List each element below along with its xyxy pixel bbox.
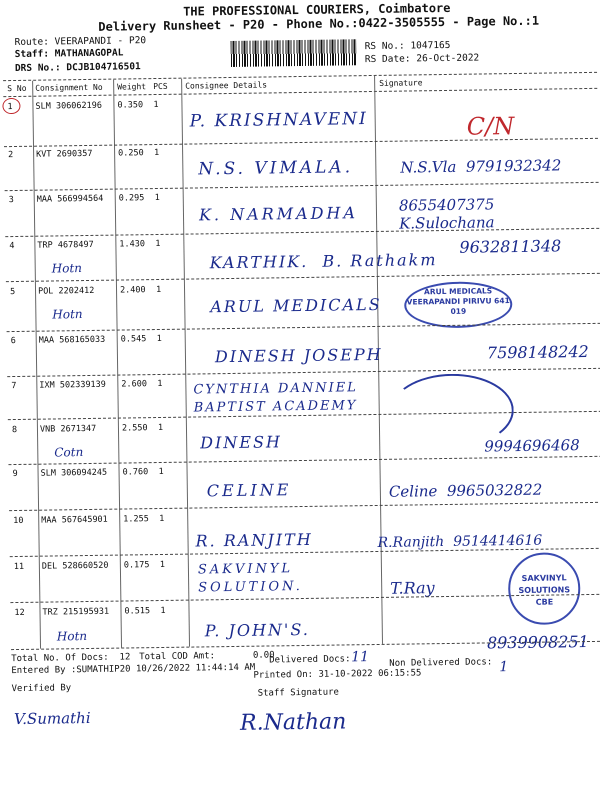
drs-number: DRS No.: DCJB104716501 [14,61,141,74]
barcode [231,39,357,67]
row-pcs: 1 [159,513,165,525]
verified-signature-handwritten: V.Sumathi [13,708,91,729]
row-sno: 12 [14,607,25,619]
total-cod: Total COD Amt: 0.00 [139,650,275,663]
row-consignment: SLM 306062196 [35,100,103,112]
col-consignment: Consignment No [35,82,103,93]
row-weight: 2.550 [121,423,148,434]
row-sno: 1 [7,102,13,113]
company-seal: SAKVINYL SOLUTIONS CBE [508,552,581,625]
row-pcs: 1 [157,378,163,390]
row-sno: 10 [13,515,24,527]
row-consignee-handwritten: SAKVINYL SOLUTION. [197,561,303,596]
row-pcs: 1 [155,284,162,296]
row-divider [7,368,600,377]
row-weight: 1.430 [119,239,146,250]
runsheet-title: Delivery Runsheet - P20 - Phone No.:0422-3505555 - Page No.:1 [98,13,540,34]
row-weight: 0.295 [118,193,145,204]
row-divider [5,228,599,237]
row-consignment: TRP 4678497 [37,239,94,251]
row-pcs: 1 [159,559,166,571]
staff-text: Staff: MATHANAGOPAL [14,47,124,60]
row-pcs: 1 [153,99,159,111]
column-line [32,81,41,649]
row-signature-handwritten: 9632811348 [459,236,562,257]
entered-by: Entered By :SUMATHIP20 10/26/2022 11:44:14 AM [11,662,256,677]
row-weight: 2.400 [119,285,146,296]
row-pcs: 1 [157,422,164,434]
non-delivered-docs-label: Non Delivered Docs: [389,657,493,669]
row-pcs: 1 [156,333,162,345]
circle-mark [2,98,20,114]
row-divider [6,273,600,282]
row-consignee-handwritten: P. KRISHNAVENI [189,109,368,132]
row-sno: 3 [8,195,14,206]
row-sno: 2 [8,150,14,161]
rs-date: RS Date: 26-Oct-2022 [364,52,480,66]
non-delivered-docs-handwritten: 1 [499,659,509,676]
row-consignee-handwritten: N.S. VIMALA. [198,157,354,180]
row-consignee-handwritten: KARTHIK. B. Rathakm [209,250,438,273]
row-pcs: 1 [158,466,164,478]
row-weight: 0.250 [118,148,144,159]
printed-on: Printed On: 31-10-2022 06:15:55 [253,668,422,681]
row-pcs: 1 [154,147,160,159]
row-consignee-handwritten: CELINE [206,480,292,501]
column-line [181,79,190,647]
row-divider [10,548,600,557]
col-signature: Signature [379,78,423,88]
row-consignment: MAA 568165033 [38,334,106,346]
row-signature-handwritten: 8655407375 K.Sulochana [398,195,495,233]
company-name: THE PROFESSIONAL COURIERS, Coimbatore [183,0,451,19]
rs-number: RS No.: 1047165 [364,39,451,53]
delivered-docs-label: Delivered Docs: [269,654,351,666]
col-pcs: PCS [153,81,168,92]
row-consignee-handwritten: DINESH [200,432,283,453]
row-consignment: SLM 306094245 [40,467,108,479]
row-weight: 0.545 [120,334,147,345]
row-signature-handwritten: 9994696468 [484,436,580,456]
delivered-docs-handwritten: 11 [351,649,370,666]
row-divider [5,182,599,191]
row-weight: 0.175 [123,560,150,571]
row-weight: 1.255 [123,514,149,525]
row-side-note-handwritten: Hotn [52,307,83,322]
row-sno: 4 [9,241,15,252]
col-consignee: Consignee Details [185,80,268,91]
row-signature-handwritten: C/N [466,112,515,141]
row-sno: 11 [13,561,25,573]
row-signature-handwritten: N.S.Vla 9791932342 [400,156,562,177]
row-side-note-handwritten: Cotn [54,445,84,460]
row-consignee-handwritten: DINESH JOSEPH [214,344,383,367]
staff-signature-handwritten: R.Nathan [239,709,347,736]
staff-signature-label: Staff Signature [257,687,340,699]
row-sno: 6 [10,336,16,347]
row-consignment: POL 2202412 [37,285,95,297]
row-consignment: MAA 566994564 [36,193,104,205]
row-side-note-handwritten: Hotn [51,261,83,276]
row-consignee-handwritten: R. RANJITH [195,529,313,551]
row-signature-handwritten: 8939908251 [486,632,589,653]
row-consignment: TRZ 215195931 [42,606,110,618]
row-weight: 0.515 [124,606,151,617]
row-divider [9,502,600,511]
row-signature-handwritten: R.Ranjith 9514414616 [377,532,543,551]
row-sno: 7 [11,380,17,392]
row-weight: 0.350 [117,100,144,111]
row-consignee-handwritten: K. NARMADHA [198,203,359,225]
row-pcs: 1 [155,238,161,250]
row-sno: 9 [12,468,18,480]
verified-by-label: Verified By [11,683,72,695]
row-consignee-handwritten: CYNTHIA DANNIEL BAPTIST ACADEMY [193,380,358,416]
row-signature-handwritten: 7598148242 [486,342,589,363]
col-sno: S No [7,83,27,94]
row-consignee-handwritten: P. JOHN'S. [204,619,310,641]
row-divider [4,138,598,147]
row-consignment: VNB 2671347 [39,423,97,435]
row-sno: 5 [9,287,16,298]
column-line [113,80,122,648]
row-signature-handwritten: Celine 9965032822 [388,480,543,501]
row-pcs: 1 [160,605,166,617]
row-divider [8,456,600,465]
row-consignment: MAA 567645901 [41,514,108,526]
total-docs: Total No. Of Docs: 12 [11,652,131,665]
row-consignment: DEL 528660520 [41,560,109,572]
row-weight: 2.600 [121,379,148,390]
row-side-note-handwritten: Hotn [56,629,88,644]
row-divider [7,323,600,332]
row-signature-handwritten: T.Ray [390,578,435,598]
route-text: Route: VEERAPANDI - P20 [14,35,147,48]
row-consignee-handwritten: ARUL MEDICALS [210,294,382,317]
row-sno: 8 [11,424,18,436]
medical-store-stamp: ARUL MEDICALS VEERAPANDI PIRIVU 641 019 [404,281,513,329]
row-consignment: KVT 2690357 [36,148,93,160]
row-pcs: 1 [154,192,160,204]
col-weight: Weight [117,82,147,92]
row-weight: 0.760 [122,467,149,478]
row-consignment: IXM 502339139 [39,379,106,391]
divider [3,72,597,81]
